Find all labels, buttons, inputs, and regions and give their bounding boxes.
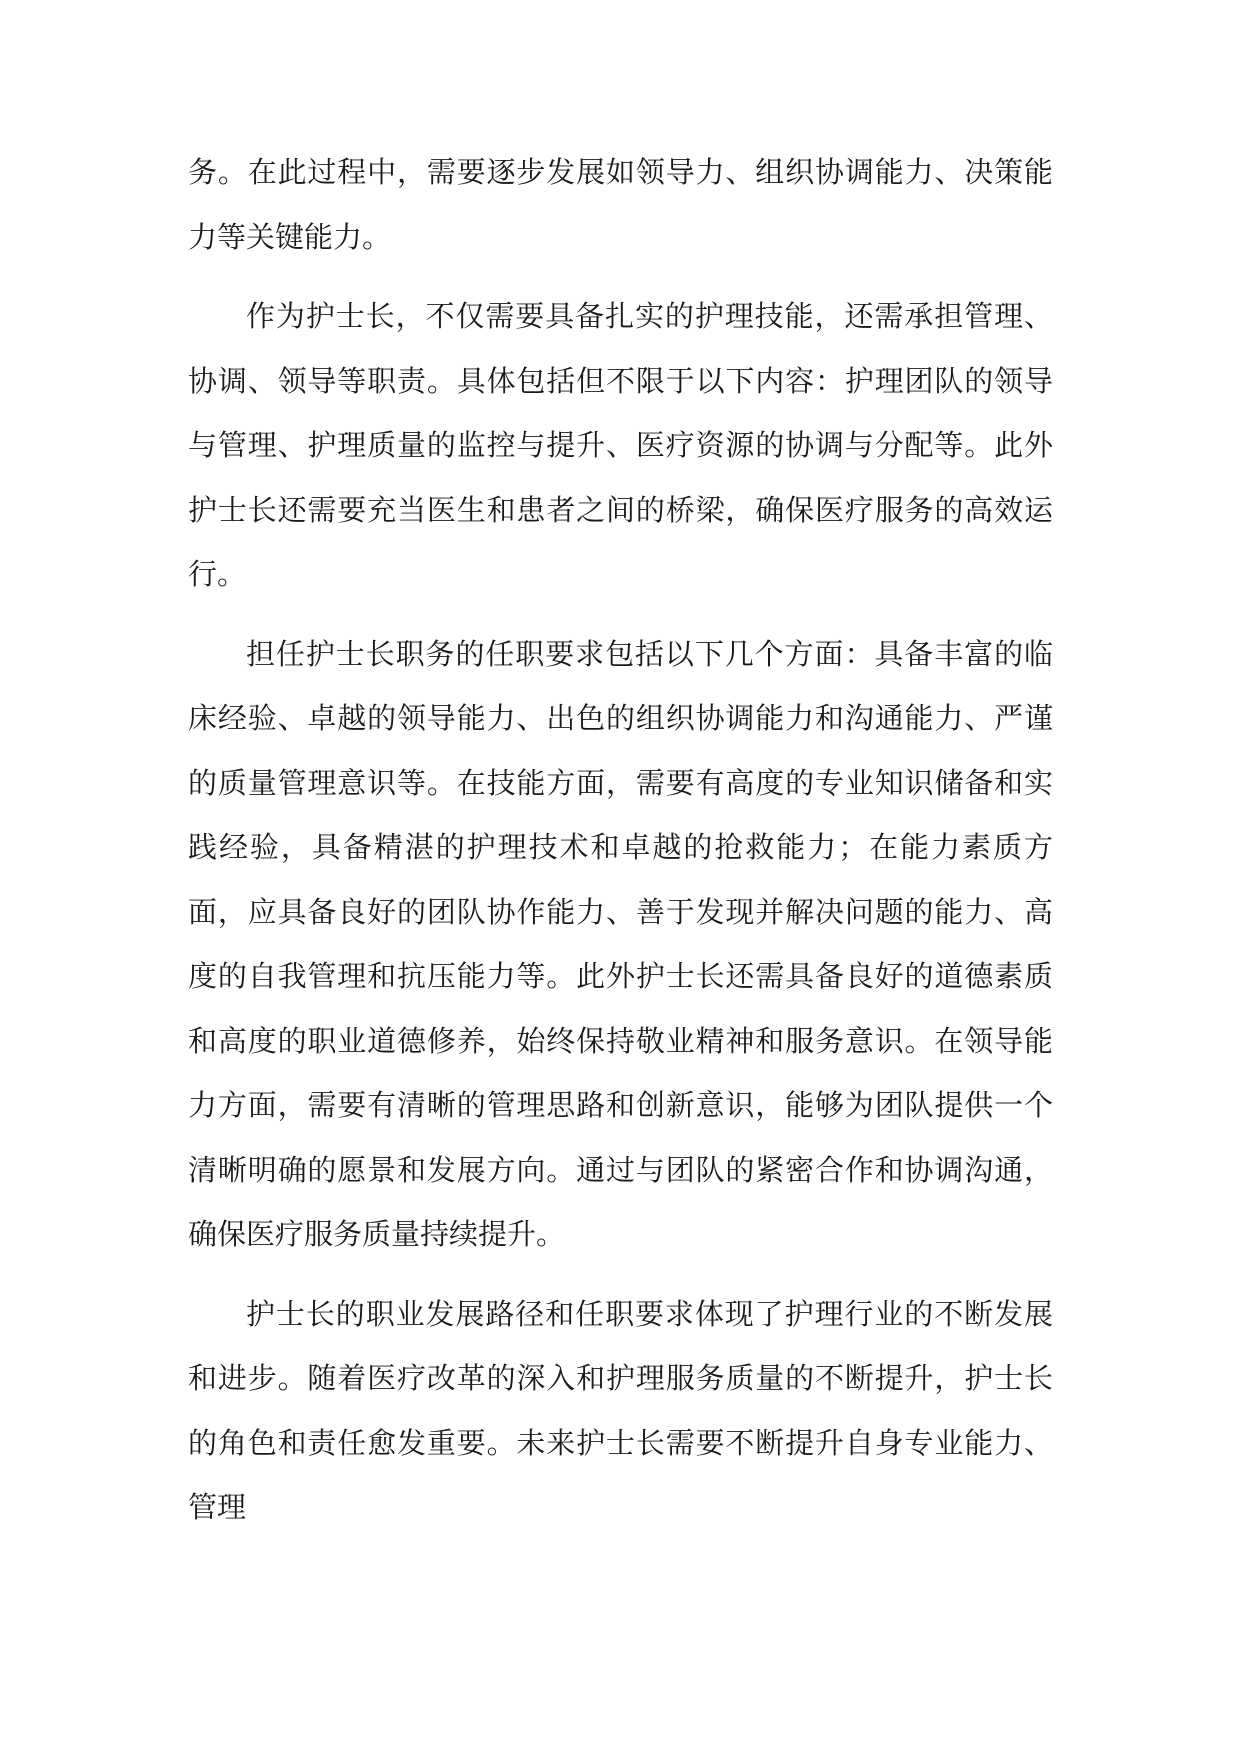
document-body — [188, 140, 1053, 1555]
paragraph-head-nurse-duties: 作为护士长，不仅需要具备扎实的护理技能，还需承担管理、协调、领导等职责。具体包括但不限于以下内容：护理团队的领导与管理、护理质量的监控与提升、医疗资源的协调与分配等。此外护士长还需要充当医生和患者之间的桥梁，确保医疗服务的高效运行。 — [188, 299, 1053, 591]
paragraph-continuation: 务。在此过程中，需要逐步发展如领导力、组织协调能力、决策能力等关键能力。 — [188, 155, 1053, 254]
paragraph-career-development: 护士长的职业发展路径和任职要求体现了护理行业的不断发展和进步。随着医疗改革的深入和护理服务质量的不断提升，护士长的角色和责任愈发重要。未来护士长需要不断提升自身专业能力、管理 — [188, 1296, 1053, 1524]
paragraph-job-requirements: 担任护士长职务的任职要求包括以下几个方面：具备丰富的临床经验、卓越的领导能力、出色的组织协调能力和沟通能力、严谨的质量管理意识等。在技能方面，需要有高度的专业知识储备和实践经验，具备精湛的护理技术和卓越的抢救能力；在能力素质方面，应具备良好的团队协作能力、善于发现并解决问题的能力、高度的自我管理和抗压能力等。此外护士长还需具备良好的道德素质和高度的职业道德修养，始终保持敬业精神和服务意识。在领导能力方面，需要有清晰的管理思路和创新意识，能够为团队提供一个清晰明确的愿景和发展方向。通过与团队的紧密合作和协调沟通，确保医疗服务质量持续提升。 — [188, 636, 1053, 1251]
